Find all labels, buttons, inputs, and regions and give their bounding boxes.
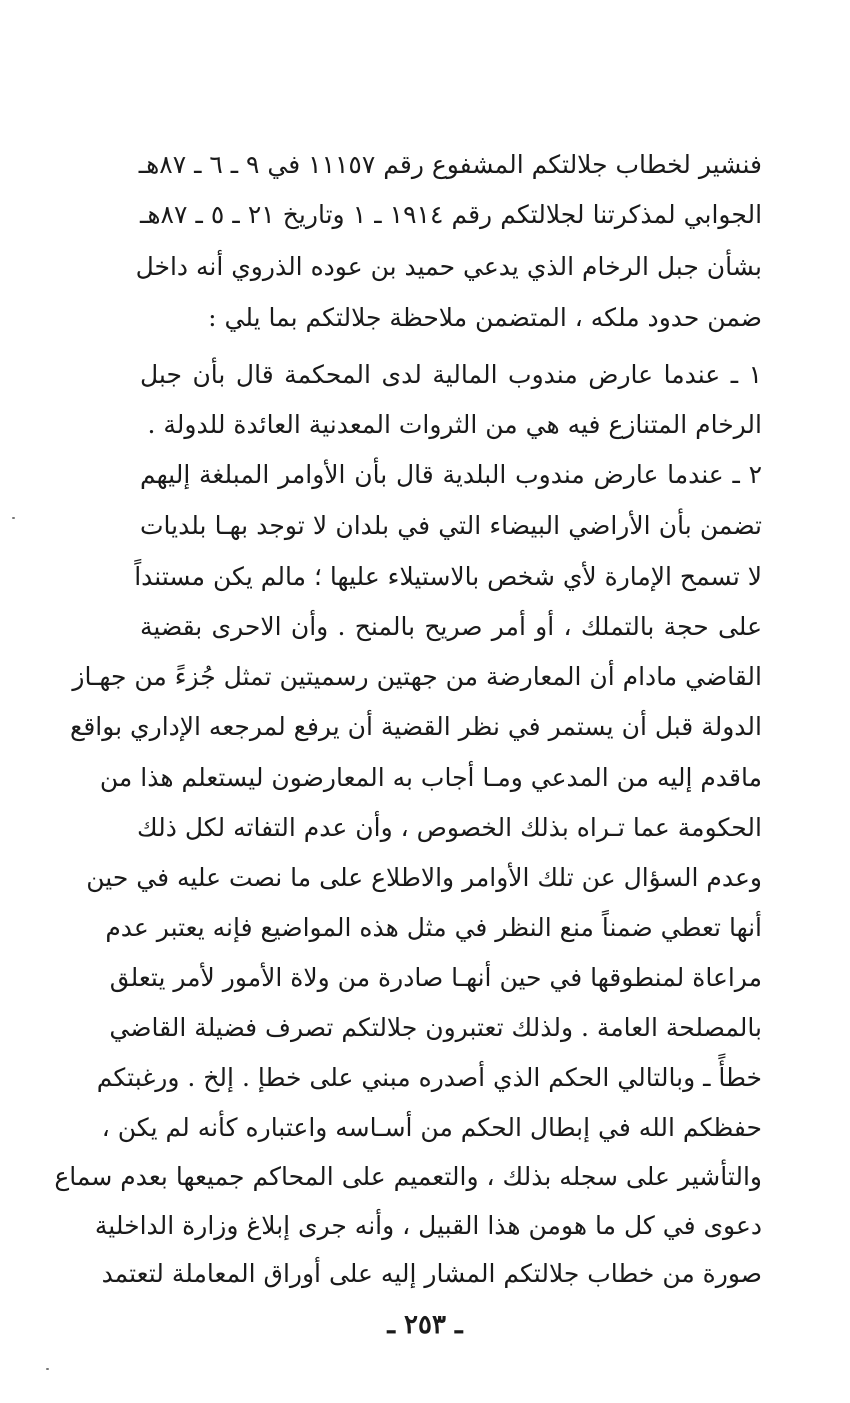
text-line: خطأً ـ وبالتالي الحكم الذي أصدره مبني على خطإ . إلخ . ورغبتكم	[96, 1063, 762, 1092]
text-line: الحكومة عما تـراه بذلك الخصوص ، وأن عدم التفاته لكل ذلك	[137, 813, 762, 842]
text-line: أنها تعطي ضمناً منع النظر في مثل هذه المواضيع فإنه يعتبر عدم	[105, 913, 762, 942]
page-number: ـ ٢٥٣ ـ	[387, 1310, 463, 1340]
text-line: بالمصلحة العامة . ولذلك تعتبرون جلالتكم تصرف فضيلة القاضي	[109, 1013, 762, 1042]
text-line: بشأن جبل الرخام الذي يدعي حميد بن عوده الذروي أنه داخل	[135, 252, 762, 281]
text-line: وعدم السؤال عن تلك الأوامر والاطلاع على ما نصت عليه في حين	[86, 863, 762, 892]
text-line: ٢ ـ عندما عارض مندوب البلدية قال بأن الأوامر المبلغة إليهم	[140, 460, 763, 489]
text-line: على حجة بالتملك ، أو أمر صريح بالمنح . وأن الاحرى بقضية	[140, 612, 762, 641]
text-line: القاضي مادام أن المعارضة من جهتين رسميتين تمثل جُزءً من جهـاز	[72, 662, 762, 691]
scan-speck	[46, 1368, 49, 1370]
text-line: ١ ـ عندما عارض مندوب المالية لدى المحكمة قال بأن جبل	[140, 360, 762, 389]
text-line: ضمن حدود ملكه ، المتضمن ملاحظة جلالتكم بما يلي :	[208, 303, 762, 332]
text-line: صورة من خطاب جلالتكم المشار إليه على أوراق المعاملة لتعتمد	[101, 1259, 762, 1288]
text-line: مراعاة لمنطوقها في حين أنهـا صادرة من ولاة الأمور لأمر يتعلق	[109, 963, 762, 992]
scan-speck	[12, 517, 15, 519]
text-line: حفظكم الله في إبطال الحكم من أسـاسه واعتباره كأنه لم يكن ،	[101, 1113, 762, 1142]
text-line: لا تسمح الإمارة لأي شخص بالاستيلاء عليها ؛ مالم يكن مستنداً	[134, 562, 762, 591]
text-line: ماقدم إليه من المدعي ومـا أجاب به المعارضون ليستعلم هذا من	[99, 763, 762, 792]
text-line: الدولة قبل أن يستمر في نظر القضية أن يرفع لمرجعه الإداري بواقع	[70, 712, 762, 741]
text-line: تضمن بأن الأراضي البيضاء التي في بلدان لا توجد بهـا بلديات	[140, 511, 762, 540]
text-line: الجوابي لمذكرتنا لجلالتكم رقم ١٩١٤ ـ ١ وتاريخ ٢١ ـ ٥ ـ ٨٧هـ	[140, 200, 763, 229]
text-line: دعوى في كل ما هومن هذا القبيل ، وأنه جرى إبلاغ وزارة الداخلية	[94, 1211, 762, 1240]
text-line: والتأشير على سجله بذلك ، والتعميم على المحاكم جميعها بعدم سماع	[54, 1162, 762, 1191]
text-line: الرخام المتنازع فيه هي من الثروات المعدنية العائدة للدولة .	[147, 410, 762, 439]
text-line: فنشير لخطاب جلالتكم المشفوع رقم ١١١٥٧ في ٩ ـ ٦ ـ ٨٧هـ	[138, 150, 762, 179]
